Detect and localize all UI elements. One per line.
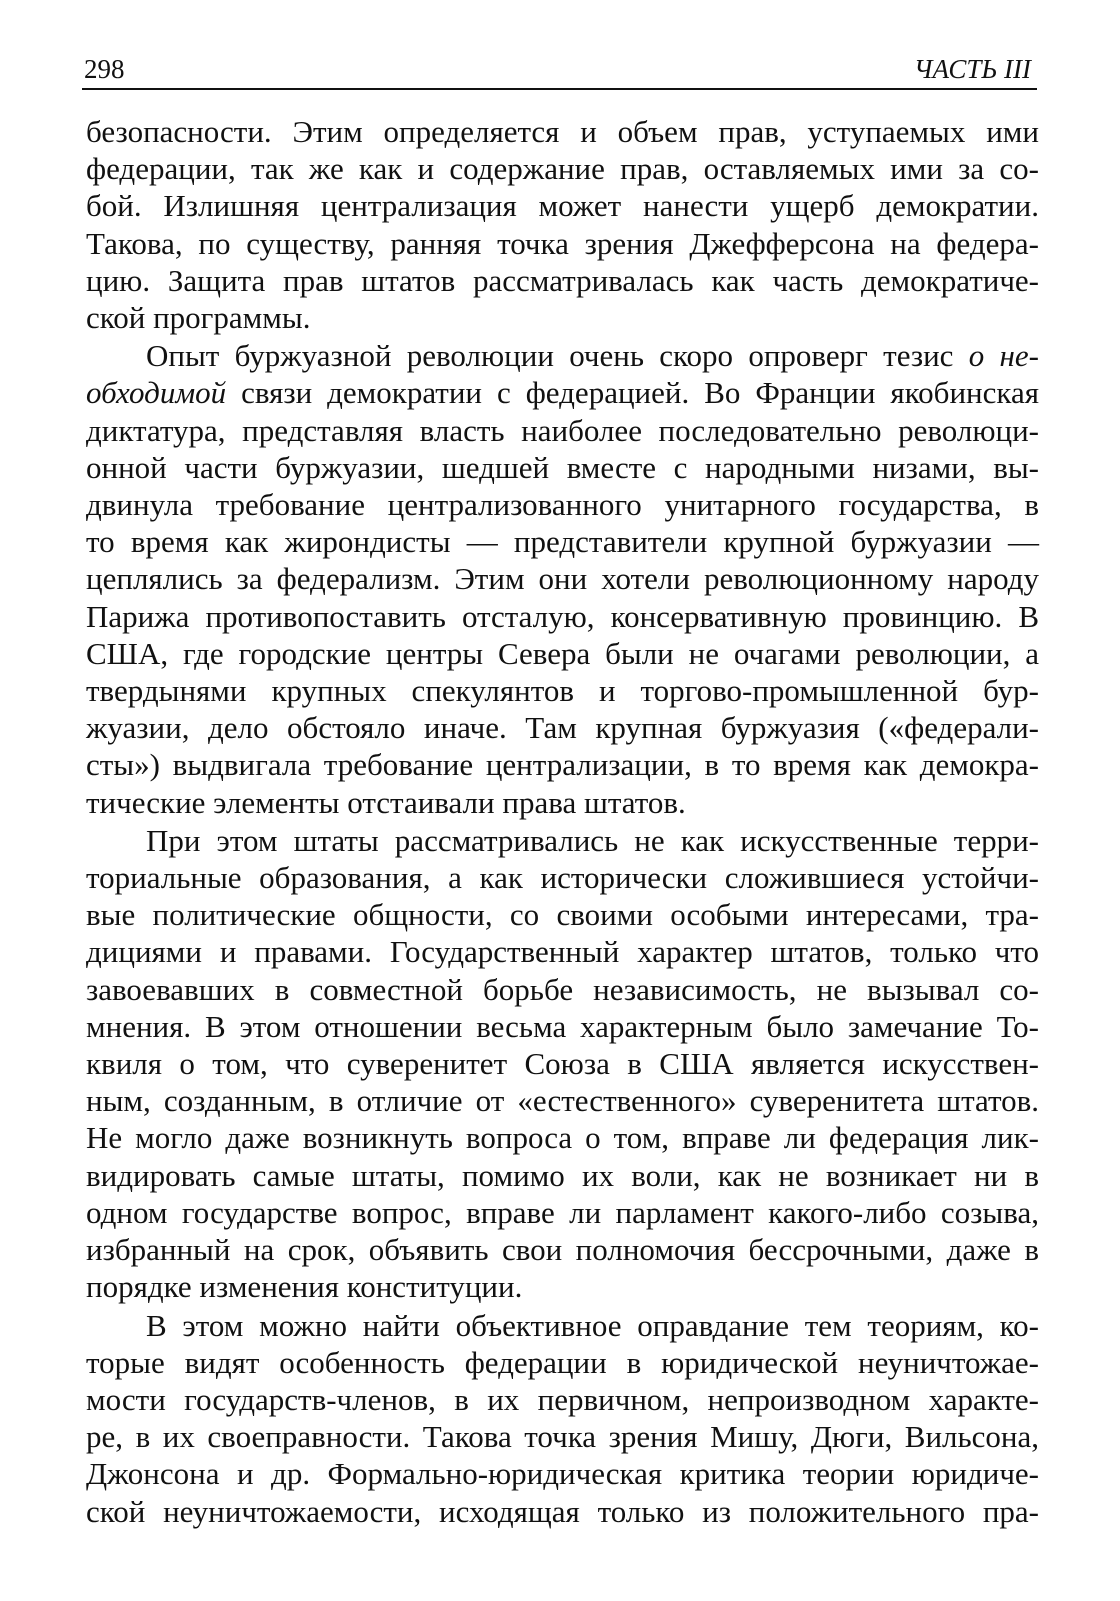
text-line: федерации, так же как и содержание прав, оставляемых ими за со- <box>86 151 1039 187</box>
text-line <box>86 374 1039 411</box>
text-line: избранный на срок, объявить свои полномочия бессрочными, даже в <box>86 1232 1039 1268</box>
text-line: цию. Защита прав штатов рассматривалась как часть демократиче- <box>86 262 1039 298</box>
text-line: США, где городские центры Севера были не очагами революции, а <box>86 635 1039 671</box>
paragraph-4 <box>86 1307 1039 1530</box>
paragraph-1 <box>86 113 1039 336</box>
page-number: 298 <box>84 54 125 84</box>
text-line: Джонсона и др. Формально-юридическая критика теории юридиче- <box>86 1456 1039 1492</box>
running-head: ЧАСТЬ III <box>913 54 1031 84</box>
text-line: завоевавших в совместной борьбе независимость, не вызывал со- <box>86 971 1039 1007</box>
italic-phrase: о не- <box>968 338 1039 374</box>
text-line <box>86 337 1039 374</box>
text-line: При этом штаты рассматривались не как искусственные терри- <box>146 822 1039 858</box>
text-line: двинула требование централизованного унитарного государства, в <box>86 487 1039 523</box>
text-line: ным, созданным, в отличие от «естественного» суверенитета штатов. <box>86 1083 1039 1119</box>
text-line: онной части буржуазии, шедшей вместе с народными низами, вы- <box>86 449 1039 485</box>
text-line: мости государств-членов, в их первичном, непроизводном характе- <box>86 1381 1039 1417</box>
paragraph-2 <box>86 337 1039 821</box>
text-line: тические элементы отстаивали права штатов. <box>86 784 686 820</box>
text-line: Парижа противопоставить отсталую, консервативную провинцию. В <box>86 598 1039 634</box>
text-line: сты») выдвигала требование централизации, в то время как демокра- <box>86 747 1039 783</box>
text-line: торые видят особенность федерации в юридической неуничтожае- <box>86 1344 1039 1380</box>
text-line: одном государстве вопрос, вправе ли парламент какого-либо созыва, <box>86 1194 1039 1230</box>
text-segment: Опыт буржуазной революции очень скоро опроверг тезис <box>146 338 969 374</box>
text-line: жуазии, дело обстояло иначе. Там крупная буржуазия («федерали- <box>86 710 1039 746</box>
text-line: твердынями крупных спекулянтов и торгово-промышленной бур- <box>86 673 1039 709</box>
text-line: бой. Излишняя централизация может нанести ущерб демократии. <box>86 188 1039 224</box>
text-line: ской программы. <box>86 300 311 336</box>
text-line: Такова, по существу, ранняя точка зрения Джефферсона на федера- <box>86 225 1039 261</box>
page-header <box>82 50 1037 90</box>
body-text <box>86 113 1039 1530</box>
text-line: диктатура, представляя власть наиболее последовательно революци- <box>86 412 1039 448</box>
text-segment: связи демократии с федерацией. Во Франции якобинская <box>226 375 1039 411</box>
text-line: квиля о том, что суверенитет Союза в США является искусствен- <box>86 1046 1039 1082</box>
italic-phrase: обходимой <box>86 375 227 411</box>
text-line: цеплялись за федерализм. Этим они хотели революционному народу <box>86 561 1039 597</box>
text-line: безопасности. Этим определяется и объем прав, уступаемых ими <box>86 114 1039 149</box>
text-line: вые политические общности, со своими особыми интересами, тра- <box>86 897 1039 933</box>
paragraph-3 <box>86 822 1039 1306</box>
text-line: ре, в их своеправности. Такова точка зрения Мишу, Дюги, Вильсона, <box>86 1419 1039 1455</box>
text-line: дициями и правами. Государственный характер штатов, только что <box>86 934 1039 970</box>
text-line: В этом можно найти объективное оправдание тем теориям, ко- <box>146 1307 1039 1343</box>
text-line: то время как жирондисты — представители крупной буржуазии — <box>86 524 1039 560</box>
text-line: порядке изменения конституции. <box>86 1269 523 1305</box>
text-line: ториальные образования, а как исторически сложившиеся устойчи- <box>86 860 1039 896</box>
text-line: ской неуничтожаемости, исходящая только из положительного пра- <box>86 1493 1039 1529</box>
text-line: мнения. В этом отношении весьма характерным было замечание То- <box>86 1008 1039 1044</box>
text-line: видировать самые штаты, помимо их воли, как не возникает ни в <box>86 1157 1039 1193</box>
text-line: Не могло даже возникнуть вопроса о том, вправе ли федерация лик- <box>86 1120 1039 1156</box>
